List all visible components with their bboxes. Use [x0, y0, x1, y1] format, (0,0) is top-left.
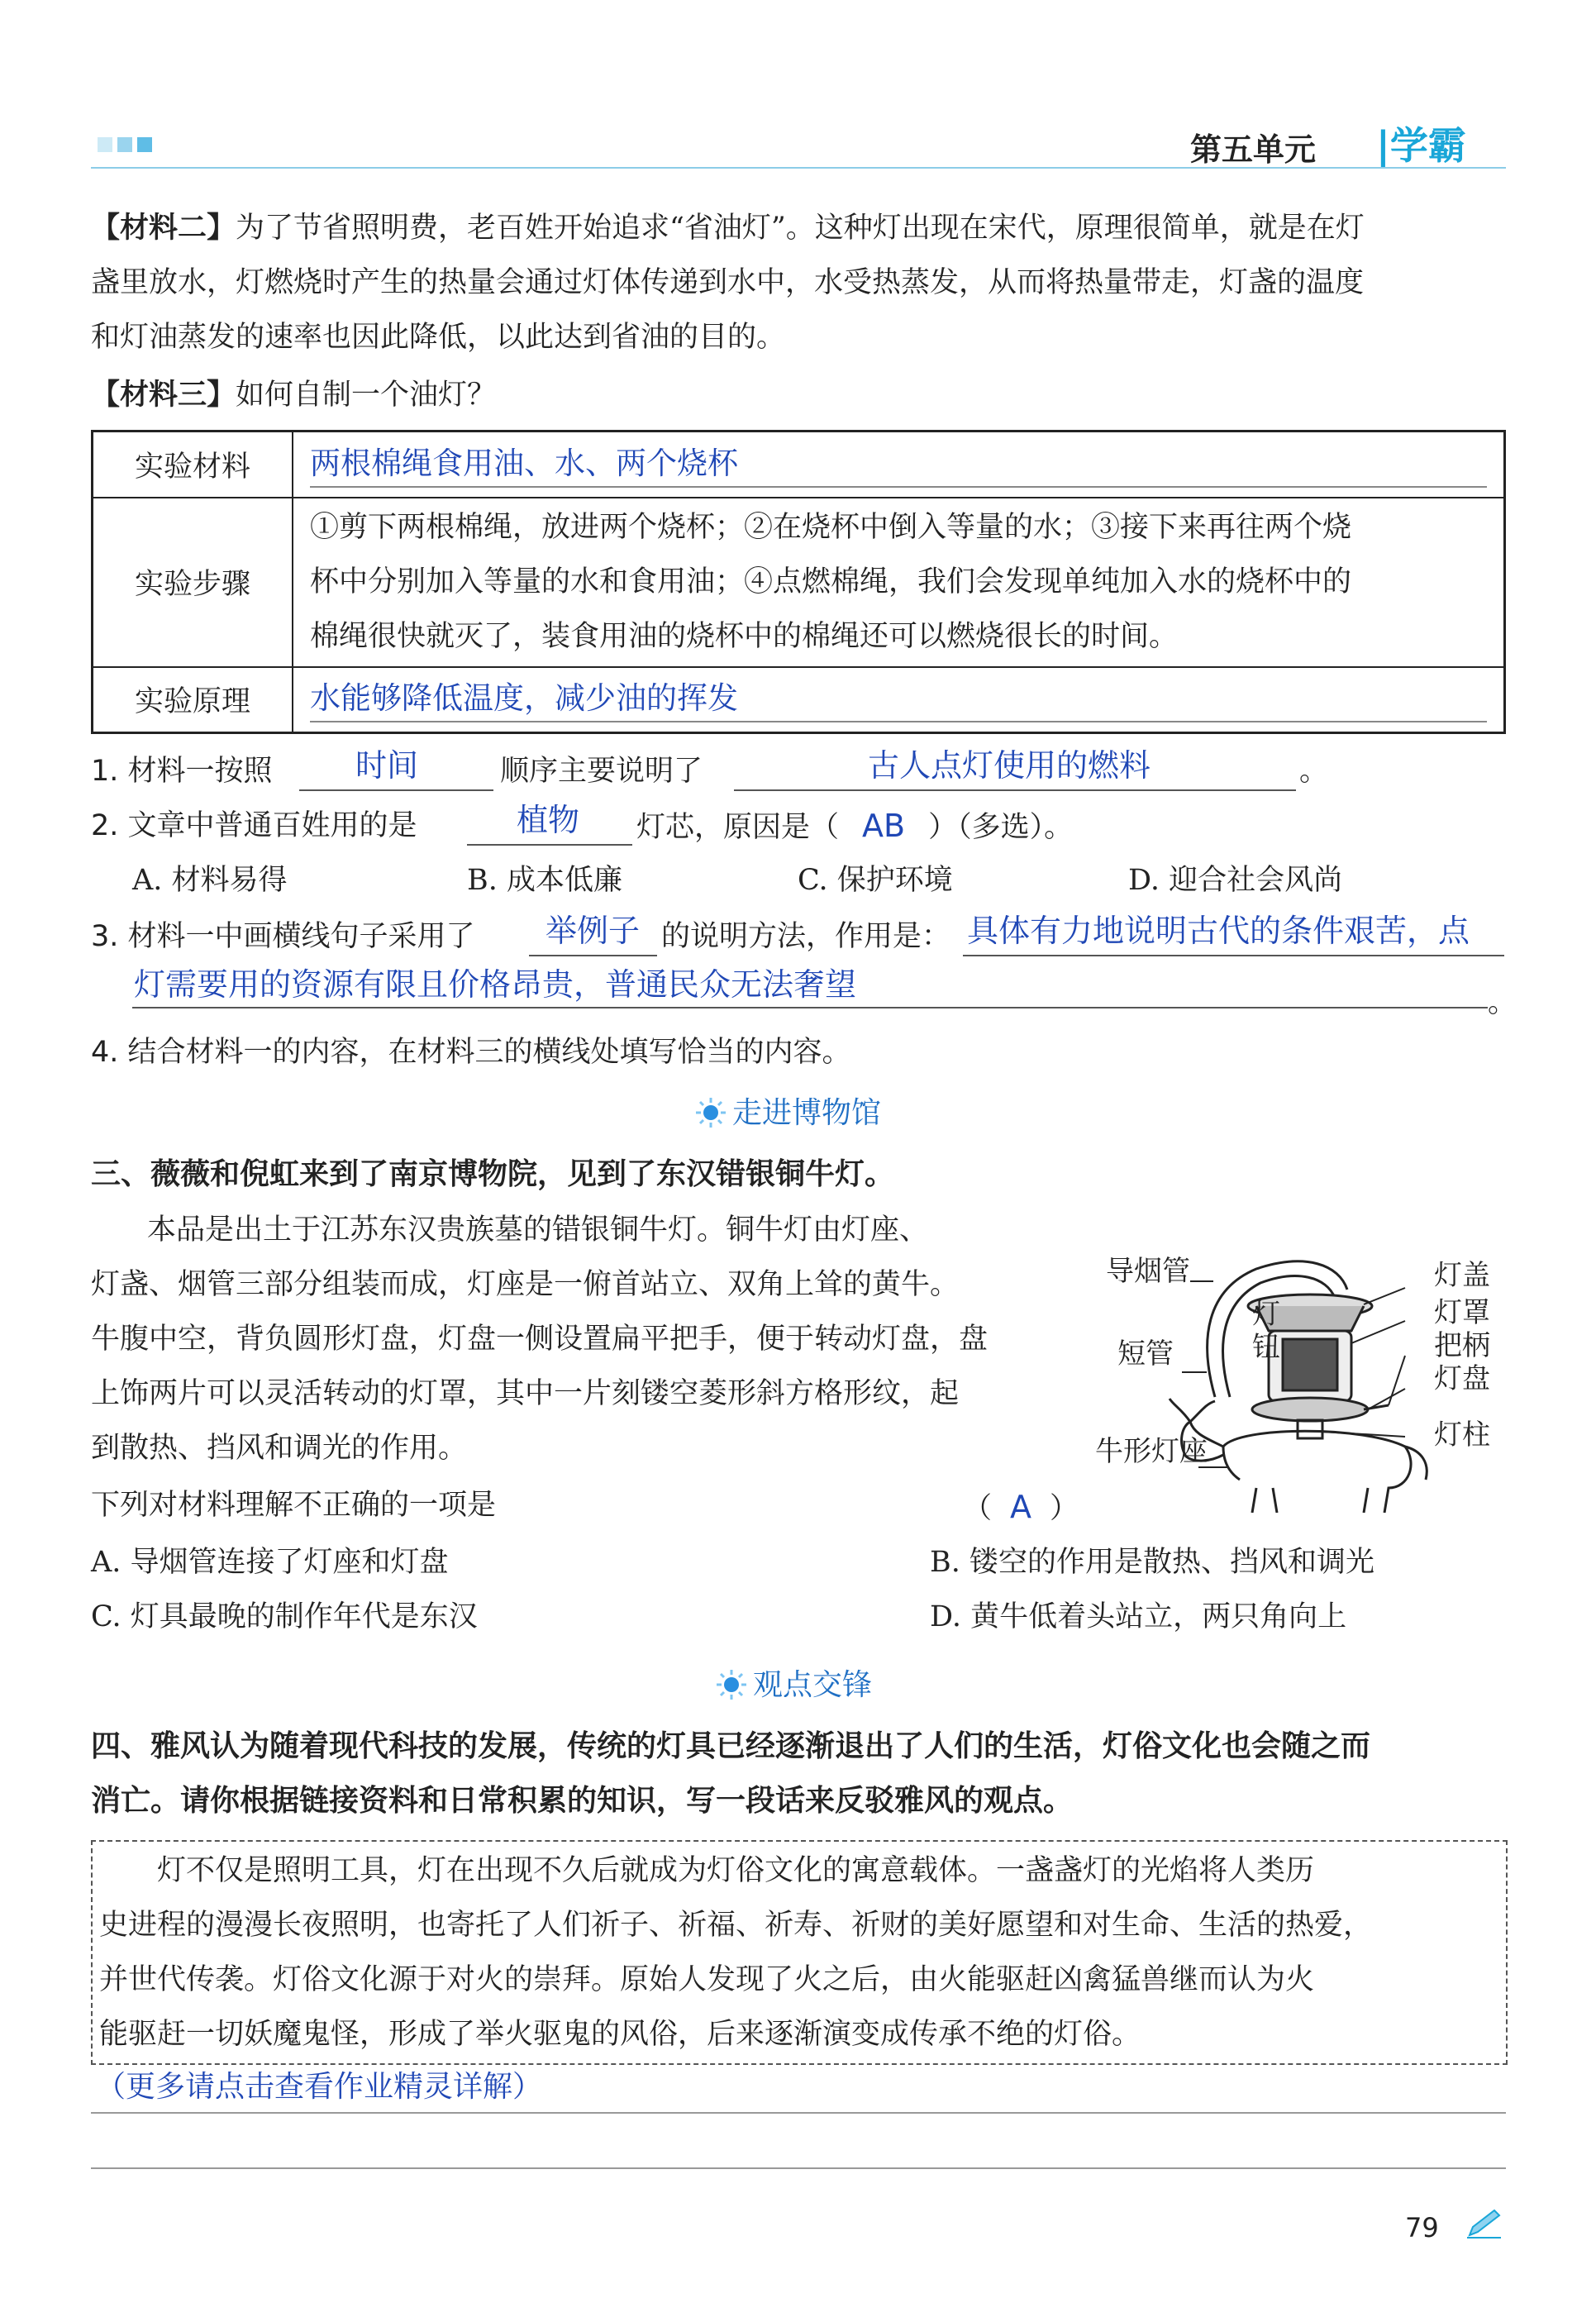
row-key: 实验步骤: [93, 498, 293, 667]
q2-option-c: C. 保护环境: [798, 864, 953, 897]
answer-q1-fill2: 古人点灯使用的燃料: [868, 747, 1151, 784]
answer-q2-choice: AB: [862, 808, 906, 844]
answer-q3-fill3: 灯需要用的资源有限且价格昂贵，普通民众无法奢望: [134, 966, 857, 1003]
label-pillar: 灯柱: [1434, 1418, 1490, 1452]
table-row: [93, 498, 1505, 667]
debate-prompt-1: 四、雅风认为随着现代科技的发展，传统的灯具已经逐渐退出了人们的生活，灯俗文化也会随之而: [91, 1729, 1371, 1763]
question-1: 1. 材料一按照: [91, 755, 273, 788]
debate-answer-1: 灯不仅是照明工具，灯在出现不久后就成为灯俗文化的寓意载体。一盏盏灯的光焰将人类历: [157, 1854, 1315, 1887]
museum-para-2: 灯盏、烟管三部分组装而成，灯座是一俯首站立、双角上耸的黄牛。: [91, 1268, 960, 1301]
material2-line-2: 盏里放水，灯燃烧时产生的热量会通过灯体传递到水中，水受热蒸发，从而将热量带走，灯盏的温度: [91, 266, 1365, 299]
museum-option-a: A. 导烟管连接了灯座和灯盘: [91, 1546, 449, 1579]
label-handle: 把柄: [1434, 1329, 1490, 1362]
table-row: [93, 667, 1505, 733]
museum-para-1: 本品是出土于江苏东汉贵族墓的错银铜牛灯。铜牛灯由灯座、: [147, 1213, 929, 1247]
section-debate-title: 观点交锋: [715, 1662, 872, 1704]
museum-option-d: D. 黄牛低着头站立，两只角向上: [930, 1600, 1347, 1633]
museum-answer-paren: （ A ）: [963, 1489, 1079, 1525]
more-details-link[interactable]: （更多请点击查看作业精灵详解）: [96, 2070, 543, 2104]
q2-option-b: B. 成本低廉: [467, 864, 622, 897]
answer-q1-fill1: 时间: [355, 747, 419, 784]
museum-para-5: 到散热、挡风和调光的作用。: [91, 1432, 468, 1465]
q2-option-d: D. 迎合社会风尚: [1128, 864, 1343, 897]
debate-prompt-2: 消亡。请你根据链接资料和日常积累的知识，写一段话来反驳雅风的观点。: [91, 1784, 1074, 1818]
museum-para-3: 牛腹中空，背负圆形灯盘，灯盘一侧设置扁平把手，便于转动灯盘，盘: [91, 1323, 989, 1356]
material3-title: 【材料三】如何自制一个油灯？: [91, 379, 497, 412]
sun-icon: [715, 1668, 748, 1701]
label-shade: 灯罩: [1434, 1296, 1490, 1329]
label-lamp-button: 灯钮: [1252, 1298, 1280, 1364]
answer-q3-fill2: 具体有力地说明古代的条件艰苦，点: [967, 913, 1470, 949]
answer-q2-fill1: 植物: [517, 802, 580, 838]
debate-answer-3: 并世代传袭。灯俗文化源于对火的崇拜。原始人发现了火之后，由火能驱赶凶禽猛兽继而认为火: [99, 1963, 1315, 1996]
label-cover: 灯盖: [1434, 1259, 1490, 1292]
museum-answer: A: [1010, 1489, 1032, 1525]
label-smoke-pipe: 导烟管: [1106, 1255, 1190, 1288]
page-number: 79: [1405, 2212, 1439, 2243]
pencil-icon: [1463, 2207, 1504, 2240]
question-3: 3. 材料一中画横线句子采用了: [91, 920, 475, 953]
brand-logo: |学霸: [1376, 123, 1466, 168]
row-key: 实验原理: [93, 667, 293, 733]
row-key: 实验材料: [93, 432, 293, 498]
experiment-table: [91, 430, 1506, 734]
debate-answer-2: 史进程的漫漫长夜照明，也寄托了人们祈子、祈福、祈寿、祈财的美好愿望和对生命、生活的热爱，: [99, 1909, 1373, 1942]
answer-q3-fill1: 举例子: [545, 913, 641, 949]
row-value: ①剪下两根棉绳，放进两个烧杯；②在烧杯中倒入等量的水；③接下来再往两个烧 杯中分别加入等量的水和食用油；④点燃棉绳，我们会发现单纯加入水的烧杯中的 棉绳很快就灭了，装食用油的烧杯中的棉绳还可以燃烧很长的时间。: [293, 498, 1505, 667]
question-2: 2. 文章中普通百姓用的是: [91, 809, 417, 842]
museum-option-c: C. 灯具最晚的制作年代是东汉: [91, 1600, 478, 1633]
debate-answer-4: 能驱赶一切妖魔鬼怪，形成了举火驱鬼的风俗，后来逐渐演变成传承不绝的灯俗。: [99, 2018, 1141, 2051]
museum-para-4: 上饰两片可以灵活转动的灯罩，其中一片刻镂空菱形斜方格形纹，起: [91, 1377, 960, 1410]
material2-line-1: 【材料二】为了节省照明费，老百姓开始追求“省油灯”。这种灯出现在宋代，原理很简单，就是在灯: [91, 212, 1365, 245]
header-decoration: [98, 137, 188, 155]
museum-option-b: B. 镂空的作用是散热、挡风和调光: [930, 1546, 1374, 1579]
label-base: 牛形灯座: [1095, 1435, 1208, 1468]
label-short-pipe: 短管: [1117, 1337, 1174, 1371]
material2-line-3: 和灯油蒸发的速率也因此降低，以此达到省油的目的。: [91, 321, 786, 354]
museum-prompt: 三、薇薇和倪虹来到了南京博物院，见到了东汉错银铜牛灯。: [91, 1157, 895, 1191]
q2-option-a: A. 材料易得: [132, 864, 288, 897]
museum-question: 下列对材料理解不正确的一项是: [91, 1489, 497, 1522]
label-plate: 灯盘: [1434, 1362, 1490, 1395]
section-museum-title: 走进博物馆: [694, 1089, 881, 1132]
table-row: [93, 432, 1505, 498]
question-1-b: 顺序主要说明了: [500, 755, 703, 788]
row-value: 水能够降低温度，减少油的挥发: [293, 667, 1505, 733]
sun-icon: [694, 1096, 727, 1129]
unit-title: 第五单元: [1190, 131, 1317, 168]
question-4: 4. 结合材料一的内容，在材料三的横线处填写恰当的内容。: [91, 1036, 851, 1069]
header-rule: [91, 167, 1506, 169]
row-value: 两根棉绳食用油、水、两个烧杯: [293, 432, 1505, 498]
